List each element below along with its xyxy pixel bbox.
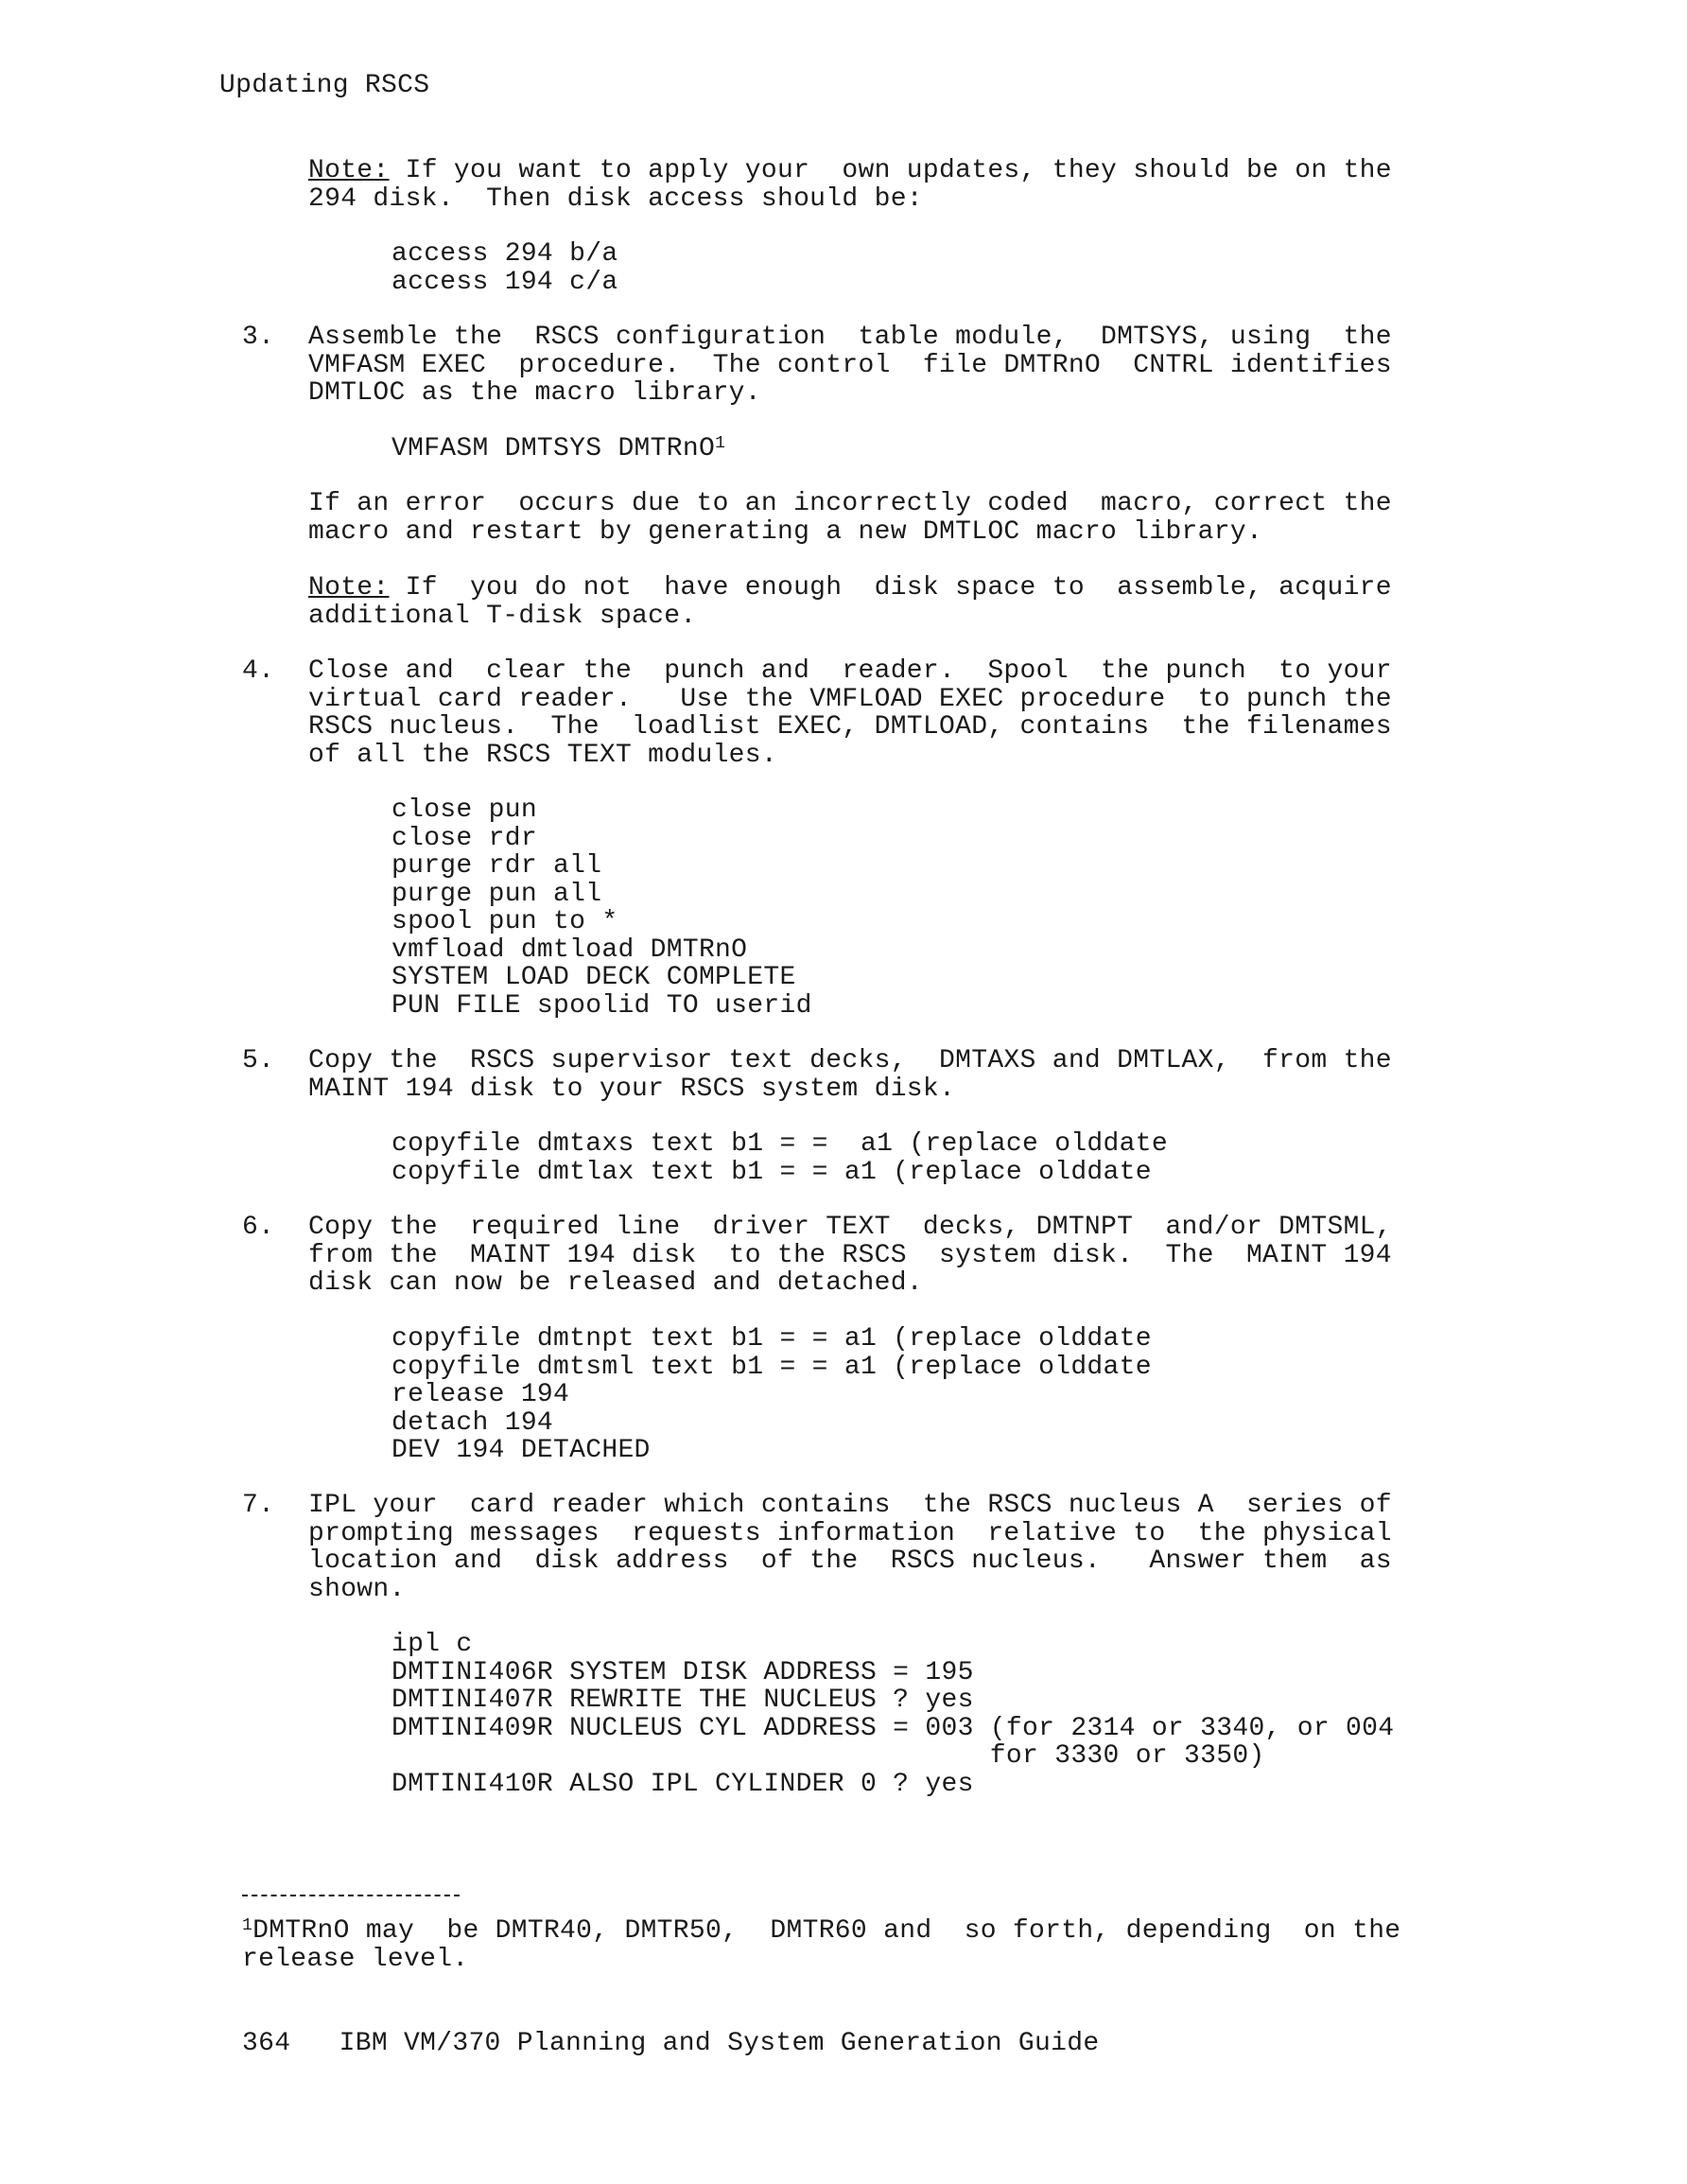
code-vmfasm xyxy=(391,435,725,463)
step-7-text: IPL your card reader which contains the RSCS nucleus A series of prompting messages requests information relative to the physical location and disk address of the RSCS nucleus. Answer them as shown. xyxy=(308,1491,1392,1604)
step-4-text: Close and clear the punch and reader. Spool the punch to your virtual card reader. Use the VMFLOAD EXEC procedure to punch the RSCS nucleus. The loadlist EXEC, DMTLOAD, contains the filenames of all the RSCS TEXT modules. xyxy=(308,656,1392,770)
note-text-line1: If you do not have enough disk space to assemble, acquire xyxy=(389,573,1392,603)
code-vmfasm-text: VMFASM DMTSYS DMTRnO xyxy=(391,434,716,463)
code-spool: close pun close rdr purge rdr all purge pun all spool pun to * vmfload dmtload DMTRnO SYSTEM LOAD DECK COMPLETE PUN FILE spoolid TO userid xyxy=(391,795,812,1021)
note-label: Note: xyxy=(308,573,390,603)
step-3-text: Assemble the RSCS configuration table module, DMTSYS, using the VMFASM EXEC procedure. The control file DMTRnO CNTRL identifies DMTLOC as the macro library. xyxy=(308,323,1392,408)
footnote xyxy=(242,1917,1400,1973)
footnote-mark: 1 xyxy=(242,1916,253,1935)
note-text-line2: 294 disk. Then disk access should be: xyxy=(308,183,923,214)
note-text-line1: If you want to apply your own updates, they should be on the xyxy=(389,156,1392,185)
footnote-text: DMTRnO may be DMTR40, DMTR50, DMTR60 and so forth, depending on the release level. xyxy=(242,1916,1401,1974)
code-ipl: ipl c DMTINI406R SYSTEM DISK ADDRESS = 195 DMTINI407R REWRITE THE NUCLEUS ? yes DMTINI409R NUCLEUS CYL ADDRESS = 003 (for 2314 or 3340, or 004 for 3330 or 3350) DMTINI410R ALSO IPL CYLINDER 0 ? yes xyxy=(391,1630,1395,1799)
step-number-5: 5. xyxy=(242,1046,275,1075)
step-5-text: Copy the RSCS supervisor text decks, DMTAXS and DMTLAX, from the MAINT 194 disk to your RSCS system disk. xyxy=(308,1046,1392,1104)
note-2 xyxy=(308,574,1415,630)
note-text-line2: additional T-disk space. xyxy=(308,601,697,631)
code-copyfile-driver: copyfile dmtnpt text b1 = = a1 (replace olddate copyfile dmtsml text b1 = = a1 (replace olddate release 194 detach 194 DEV 194 DETACHED xyxy=(391,1324,1152,1465)
note-1 xyxy=(308,157,1415,213)
step-number-3: 3. xyxy=(242,323,275,352)
note-label: Note: xyxy=(308,156,390,185)
step-number-7: 7. xyxy=(242,1491,275,1520)
footnote-divider xyxy=(242,1895,460,1896)
step-number-6: 6. xyxy=(242,1213,275,1242)
code-access: access 294 b/a access 194 c/a xyxy=(391,239,618,297)
step-6-text: Copy the required line driver TEXT decks, DMTNPT and/or DMTSML, from the MAINT 194 disk to the RSCS system disk. The MAINT 194 disk can now be released and detached. xyxy=(308,1213,1392,1298)
code-copyfile-supervisor: copyfile dmtaxs text b1 = = a1 (replace olddate copyfile dmtlax text b1 = = a1 (replace olddate xyxy=(391,1129,1168,1187)
footnote-reference: 1 xyxy=(715,434,726,453)
running-head: Updating RSCS xyxy=(219,71,430,100)
step-number-4: 4. xyxy=(242,656,275,686)
page-footer: 364 IBM VM/370 Planning and System Generation Guide xyxy=(242,2029,1100,2058)
step-3-error-text: If an error occurs due to an incorrectly coded macro, correct the macro and restart by generating a new DMTLOC macro library. xyxy=(308,489,1392,547)
